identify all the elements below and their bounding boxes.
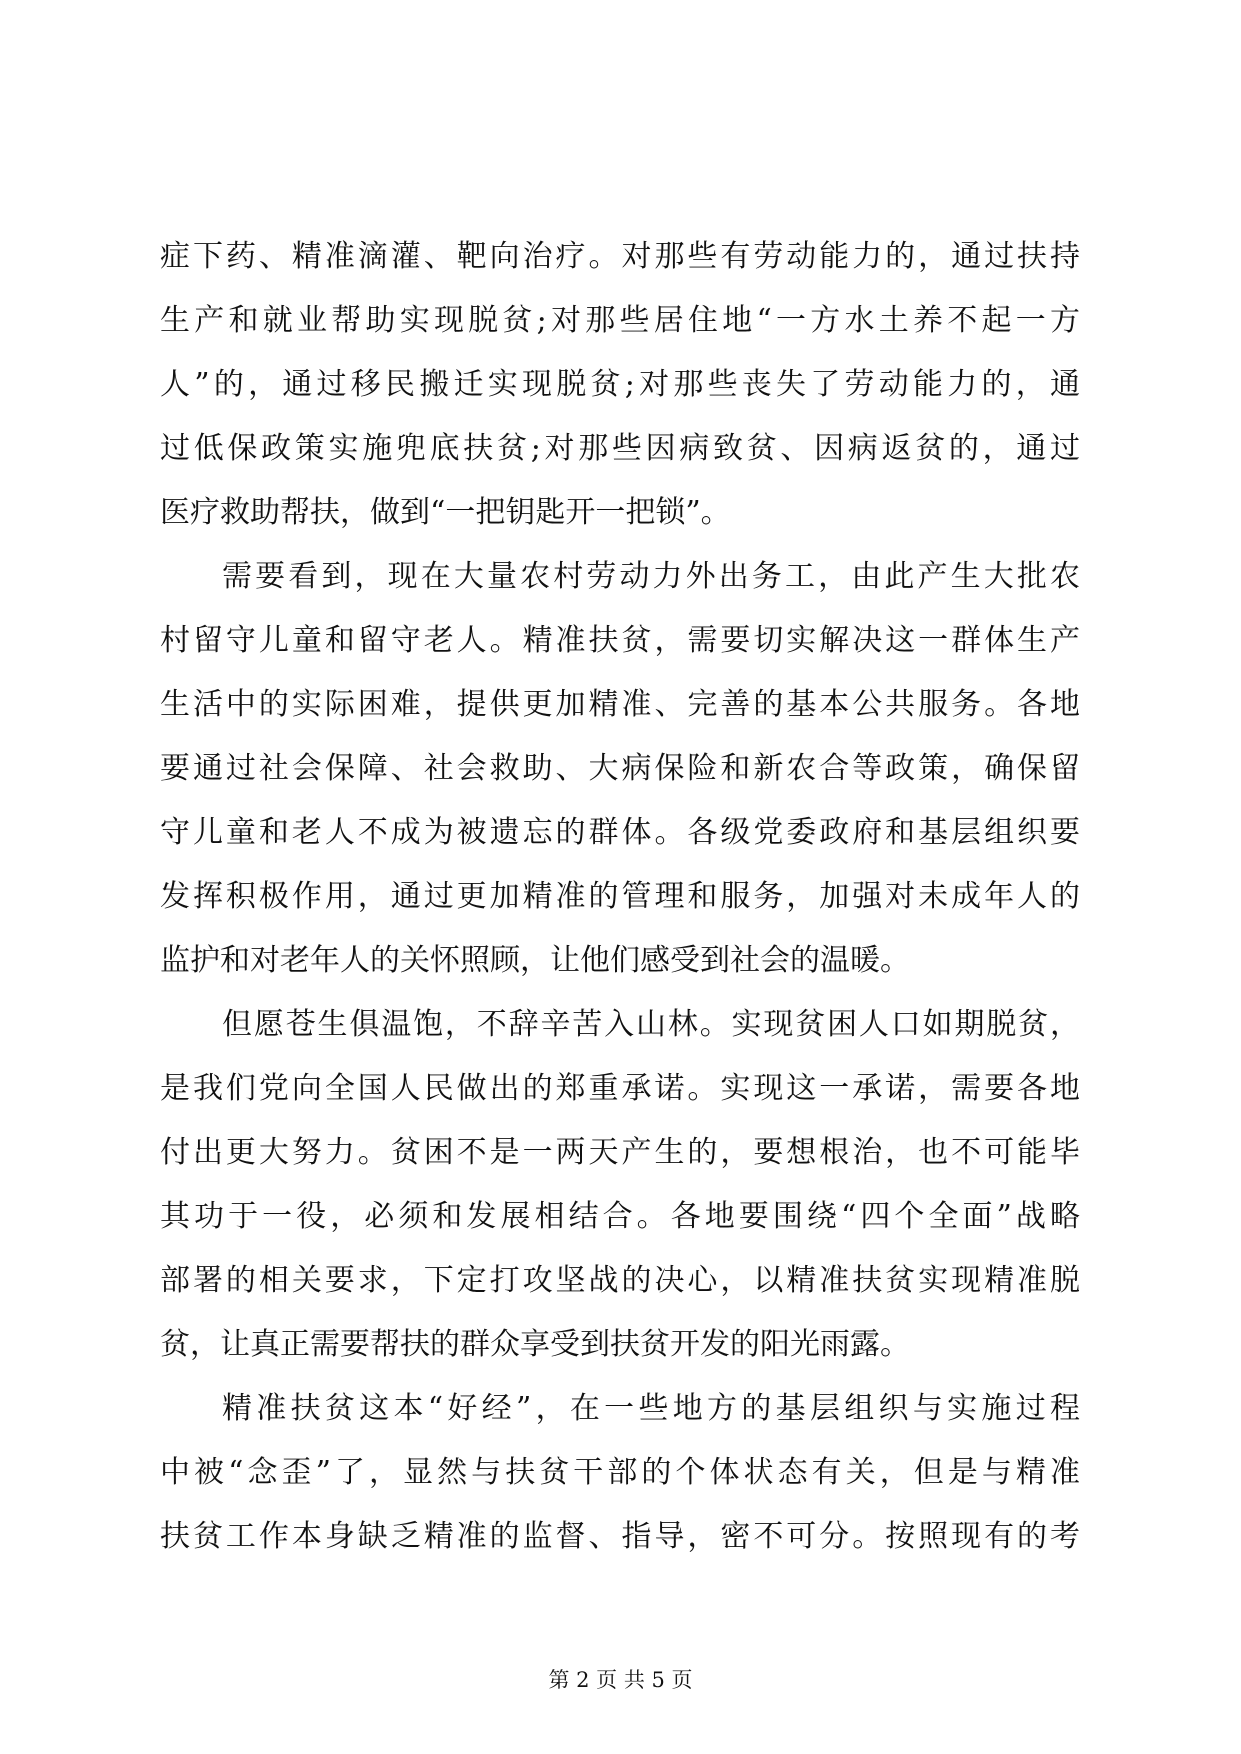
text-line: 生产和就业帮助实现脱贫;对那些居住地“一方水土养不起一方	[160, 303, 1080, 338]
text-line: 精准扶贫这本“好经”，在一些地方的基层组织与实施过程	[222, 1391, 1080, 1426]
paragraph-1	[160, 225, 1080, 545]
document-body	[160, 225, 1080, 1569]
text-line: 人”的，通过移民搬迁实现脱贫;对那些丧失了劳动能力的，通	[160, 367, 1080, 402]
text-line: 要通过社会保障、社会救助、大病保险和新农合等政策，确保留	[160, 751, 1080, 786]
text-line: 扶贫工作本身缺乏精准的监督、指导，密不可分。按照现有的考	[160, 1519, 1080, 1554]
text-line: 医疗救助帮扶，做到“一把钥匙开一把锁”。	[160, 495, 731, 530]
page-number-label: 第 2 页 共 5 页	[548, 1668, 693, 1692]
text-line: 但愿苍生俱温饱，不辞辛苦入山林。实现贫困人口如期脱贫，	[222, 1007, 1080, 1042]
text-line: 症下药、精准滴灌、靶向治疗。对那些有劳动能力的，通过扶持	[160, 239, 1080, 274]
text-line: 生活中的实际困难，提供更加精准、完善的基本公共服务。各地	[160, 687, 1080, 722]
paragraph-3	[160, 993, 1080, 1377]
text-line: 监护和对老年人的关怀照顾，让他们感受到社会的温暖。	[160, 943, 910, 978]
text-line: 守儿童和老人不成为被遗忘的群体。各级党委政府和基层组织要	[160, 815, 1080, 850]
text-line: 部署的相关要求，下定打攻坚战的决心，以精准扶贫实现精准脱	[160, 1263, 1080, 1298]
text-line: 付出更大努力。贫困不是一两天产生的，要想根治，也不可能毕	[160, 1135, 1080, 1170]
text-line: 发挥积极作用，通过更加精准的管理和服务，加强对未成年人的	[160, 879, 1080, 914]
paragraph-2	[160, 545, 1080, 993]
text-line: 是我们党向全国人民做出的郑重承诺。实现这一承诺，需要各地	[160, 1071, 1080, 1106]
page-footer	[0, 1666, 1241, 1694]
text-line: 中被“念歪”了，显然与扶贫干部的个体状态有关，但是与精准	[160, 1455, 1080, 1490]
text-line: 贫，让真正需要帮扶的群众享受到扶贫开发的阳光雨露。	[160, 1327, 910, 1362]
text-line: 村留守儿童和留守老人。精准扶贫，需要切实解决这一群体生产	[160, 623, 1080, 658]
text-line: 需要看到，现在大量农村劳动力外出务工，由此产生大批农	[222, 559, 1080, 594]
paragraph-4	[160, 1377, 1080, 1569]
text-line: 其功于一役，必须和发展相结合。各地要围绕“四个全面”战略	[160, 1199, 1080, 1234]
text-line: 过低保政策实施兜底扶贫;对那些因病致贫、因病返贫的，通过	[160, 431, 1080, 466]
